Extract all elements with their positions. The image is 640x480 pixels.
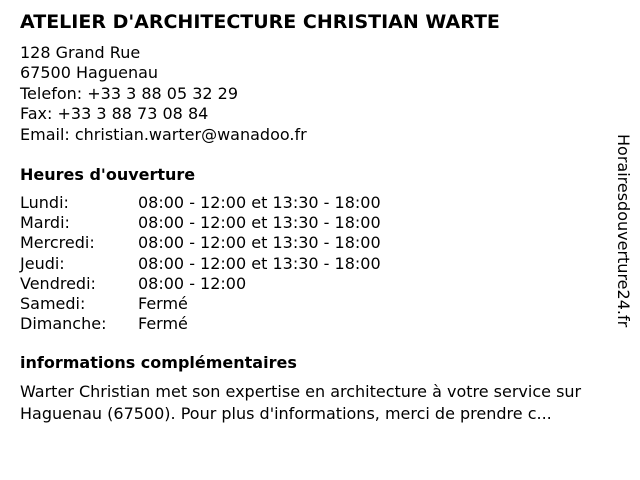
business-name: ATELIER D'ARCHITECTURE CHRISTIAN WARTE [20, 11, 500, 33]
opening-hours-table [20, 193, 610, 334]
day-time: 08:00 - 12:00 [138, 273, 247, 293]
hours-row-dimanche [20, 314, 610, 334]
business-card [20, 9, 610, 424]
day-label: Dimanche: [20, 314, 107, 334]
hours-row-vendredi [20, 274, 610, 294]
day-label: Lundi: [20, 193, 69, 213]
day-label: Mercredi: [20, 233, 95, 253]
email-address: Email: christian.warter@wanadoo.fr [20, 124, 307, 144]
day-label: Jeudi: [20, 253, 65, 273]
fax-number: Fax: +33 3 88 73 08 84 [20, 104, 209, 124]
hours-row-mercredi [20, 233, 610, 253]
site-watermark: Horairesdouverture24.fr [614, 134, 633, 328]
day-time: 08:00 - 12:00 et 13:30 - 18:00 [138, 193, 381, 213]
address-street: 128 Grand Rue [20, 43, 141, 62]
day-time: 08:00 - 12:00 et 13:30 - 18:00 [138, 253, 381, 273]
day-label: Samedi: [20, 294, 86, 314]
hours-row-lundi [20, 193, 610, 213]
day-time: Fermé [138, 314, 188, 334]
additional-info-heading: informations complémentaires [20, 353, 297, 373]
day-time: 08:00 - 12:00 et 13:30 - 18:00 [138, 233, 381, 253]
hours-row-jeudi [20, 254, 610, 274]
hours-row-mardi [20, 213, 610, 233]
day-time: Fermé [138, 294, 188, 314]
phone-number: Telefon: +33 3 88 05 32 29 [20, 83, 239, 103]
additional-info-text: Warter Christian met son expertise en architecture à votre service sur Haguenau (67500). Pour plus d'informations, merci de prendre c... [20, 382, 582, 423]
hours-row-samedi [20, 294, 610, 314]
address-city: 67500 Haguenau [20, 63, 159, 83]
opening-hours-heading: Heures d'ouverture [20, 165, 196, 185]
contact-block [20, 43, 610, 145]
day-label: Vendredi: [20, 273, 96, 293]
day-label: Mardi: [20, 213, 70, 233]
day-time: 08:00 - 12:00 et 13:30 - 18:00 [138, 213, 381, 233]
